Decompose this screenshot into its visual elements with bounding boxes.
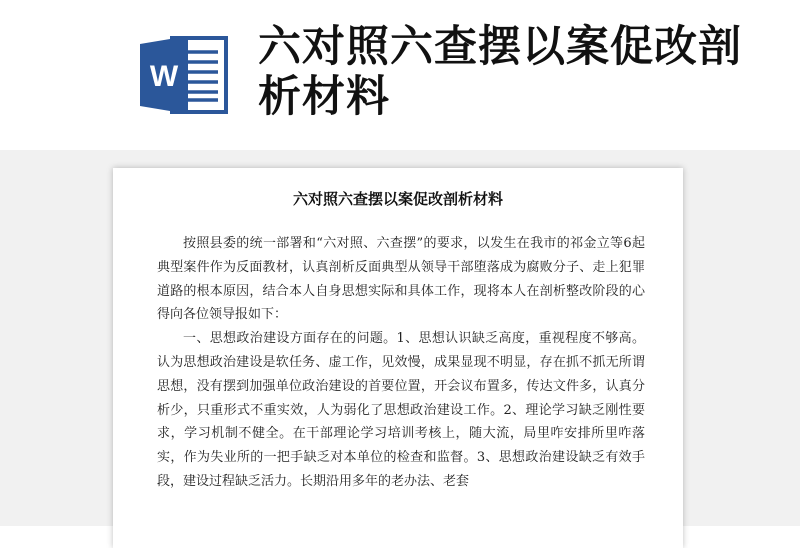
document-title: 六对照六查摆以案促改剖析材料 xyxy=(292,190,503,208)
word-document-icon xyxy=(138,34,230,116)
word-icon-letter: W xyxy=(149,60,179,93)
banner xyxy=(0,0,800,150)
paragraph-section-1: 一、思想政治建设方面存在的问题。1、思想认识缺乏高度，重视程度不够高。认为思想政治建设是软任务、虚工作，见效慢，成果显现不明显，存在抓不抓无所谓思想，没有摆到加强单位政治建设的首要位置，开会议布置多，传达文件多，认真分析少，只重形式不重实效，人为弱化了思想政治建设工作。2、理论学习缺乏刚性要求，学习机制不健全。在干部理论学习培训考核上，随大流，局里咋安排所里咋落实，作为失业所的一把手缺乏对本单位的检查和监督。3、思想政治建设缺乏有效手段，建设过程缺乏活力。长期沿用多年的老办法、老套 xyxy=(157,331,645,489)
banner-title: 六对照六查摆以案促改剖析材料 xyxy=(258,22,742,122)
paragraph-intro: 按照县委的统一部署和“六对照、六查摆”的要求，以发生在我市的祁金立等6起典型案件作为反面教材，认真剖析反面典型从领导干部堕落成为腐败分子、走上犯罪道路的根本原因，结合本人自身思想实际和具体工作，现将本人在剖析整改阶段的心得向各位领导报如下： xyxy=(157,236,645,323)
document-page xyxy=(113,168,683,548)
document-body xyxy=(157,232,645,494)
